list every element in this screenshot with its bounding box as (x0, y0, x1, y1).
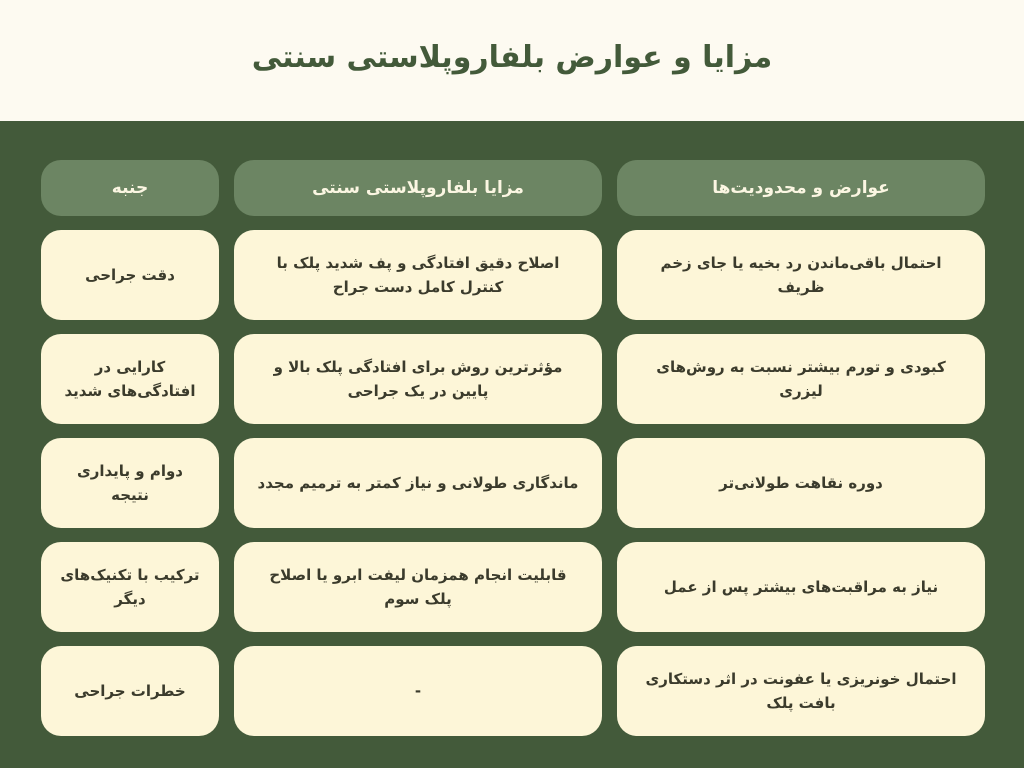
row-3-complication: دوره نقاهت طولانی‌تر (617, 438, 985, 528)
row-1-advantage: اصلاح دقیق افتادگی و پف شدید پلک با کنترل کامل دست جراح (234, 230, 602, 320)
row-2-advantage: مؤثرترین روش برای افتادگی پلک بالا و پایین در یک جراحی (234, 334, 602, 424)
page-title: مزایا و عوارض بلفاروپلاستی سنتی (251, 40, 773, 75)
row-3-aspect: دوام و پایداری نتیجه (41, 438, 219, 528)
row-1-complication: احتمال باقی‌ماندن رد بخیه یا جای زخم ظریف (617, 230, 985, 320)
header-complications: عوارض و محدودیت‌ها (617, 160, 985, 216)
row-5-advantage: - (234, 646, 602, 736)
row-2-complication: کبودی و تورم بیشتر نسبت به روش‌های لیزری (617, 334, 985, 424)
row-2-aspect: کارایی در افتادگی‌های شدید (41, 334, 219, 424)
row-1-aspect: دقت جراحی (41, 230, 219, 320)
page-header (0, 0, 1024, 121)
comparison-table (41, 160, 985, 736)
header-aspect: جنبه (41, 160, 219, 216)
header-advantages: مزایا بلفاروپلاستی سنتی (234, 160, 602, 216)
row-4-aspect: ترکیب با تکنیک‌های دیگر (41, 542, 219, 632)
row-4-complication: نیاز به مراقبت‌های بیشتر پس از عمل (617, 542, 985, 632)
row-5-aspect: خطرات جراحی (41, 646, 219, 736)
row-3-advantage: ماندگاری طولانی و نیاز کمتر به ترمیم مجدد (234, 438, 602, 528)
row-4-advantage: قابلیت انجام همزمان لیفت ابرو یا اصلاح پلک سوم (234, 542, 602, 632)
row-5-complication: احتمال خونریزی یا عفونت در اثر دستکاری بافت پلک (617, 646, 985, 736)
